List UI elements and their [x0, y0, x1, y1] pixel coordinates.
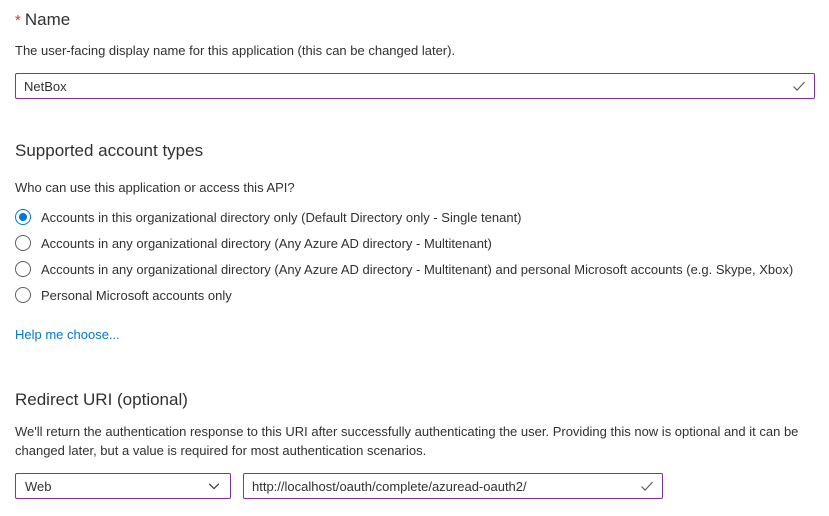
radio-option-label: Personal Microsoft accounts only [41, 287, 232, 303]
radio-option-label: Accounts in any organizational directory (Any Azure AD directory - Multitenant) and personal Microsoft accounts (e.g. Skype, Xbox) [41, 261, 794, 277]
help-me-choose-link[interactable]: Help me choose... [15, 327, 120, 342]
chevron-down-icon [207, 479, 221, 493]
radio-option-label: Accounts in any organizational directory (Any Azure AD directory - Multitenant) [41, 235, 492, 251]
radio-button-icon[interactable] [15, 287, 31, 303]
name-section-title [15, 10, 70, 30]
radio-button-icon[interactable] [15, 261, 31, 277]
radio-option-personal-only[interactable] [15, 282, 793, 308]
account-types-question: Who can use this application or access this API? [15, 180, 295, 195]
name-description: The user-facing display name for this application (this can be changed later). [15, 43, 456, 58]
redirect-uri-description: We'll return the authentication response to this URI after successfully authenticating the user. Providing this now is optional and it can be changed later, but a value is required for most authentication scenarios. [15, 424, 799, 458]
required-asterisk: * [15, 12, 21, 29]
redirect-uri-input-wrap [243, 473, 663, 499]
account-type-radio-group [15, 204, 793, 308]
platform-selected-value: Web [25, 478, 52, 494]
radio-option-multitenant-personal[interactable] [15, 256, 793, 282]
radio-button-icon[interactable] [15, 235, 31, 251]
platform-select-dropdown[interactable] [15, 473, 231, 499]
name-input[interactable] [15, 73, 815, 99]
redirect-uri-title: Redirect URI (optional) [15, 390, 188, 409]
radio-option-multitenant[interactable] [15, 230, 793, 256]
radio-option-single-tenant[interactable] [15, 204, 793, 230]
redirect-uri-input[interactable] [243, 473, 663, 499]
name-input-wrap [15, 73, 815, 99]
account-types-title: Supported account types [15, 141, 204, 160]
radio-button-icon[interactable] [15, 209, 31, 225]
name-label: Name [24, 10, 71, 29]
radio-option-label: Accounts in this organizational directory only (Default Directory only - Single tenant) [41, 209, 522, 225]
